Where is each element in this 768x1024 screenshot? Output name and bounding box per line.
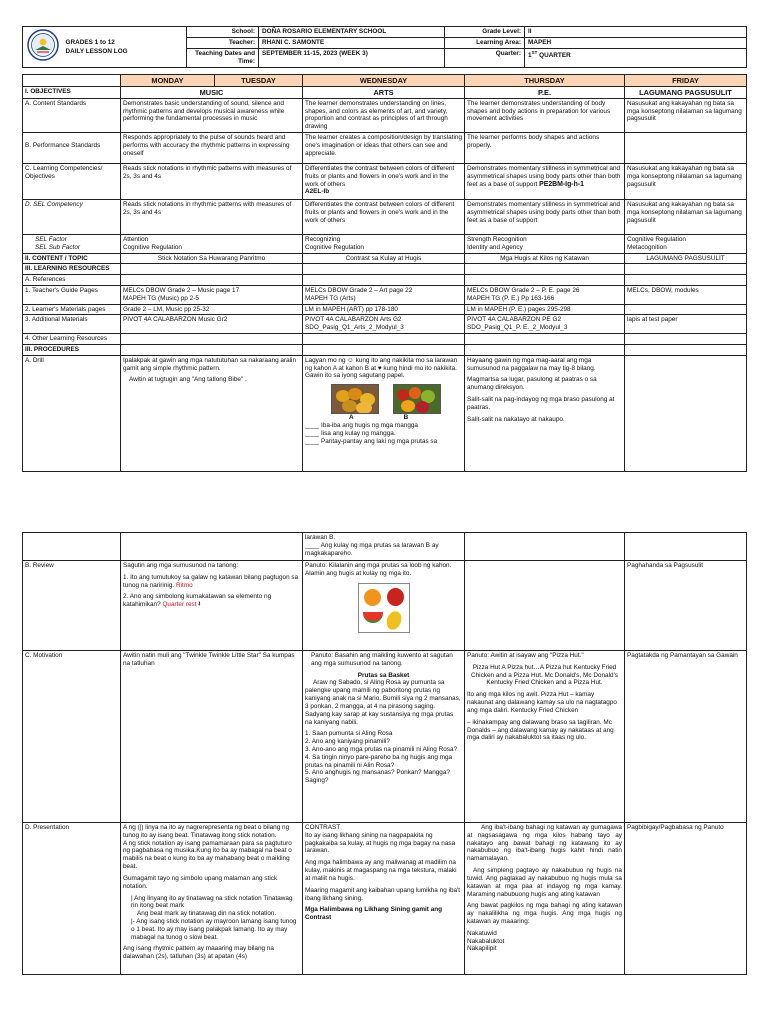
motivation-pe-4: – ikinakampay ang dalawang braso sa tagiliran. Mc Donalds – ang dalawang kamay ay nakataas at ang mga daliri ay nakabaluktot sa itaas ng ulo. bbox=[467, 718, 614, 742]
lm-arts: LM in MAPEH (ART) pp 178-180 bbox=[303, 304, 465, 315]
drill-music-2: Awitin at tugtugin ang "Ang tatlong Bibe" . bbox=[129, 376, 247, 384]
sel-row bbox=[23, 199, 747, 234]
title-line-1: GRADES 1 to 12 bbox=[65, 38, 115, 46]
competencies-pe bbox=[465, 163, 625, 199]
references-label: A. References bbox=[23, 275, 121, 286]
motivation-row bbox=[23, 651, 747, 823]
presentation-friday: Pagbibigay/Pagbabasa ng Panuto bbox=[625, 823, 747, 975]
day-thursday: THURSDAY bbox=[465, 74, 625, 86]
review-music-2-text: 1. Ito ang tumutukoy sa galaw ng katawan bilang pagtugon sa tunog na naririnig. bbox=[123, 573, 299, 589]
drill-pe-1: Hayaang gawin ng mga mag-aaral ang mga sumusunod na paggalaw na may tig-8 bilang. bbox=[467, 356, 596, 372]
presentation-pe-5: Nakabaluktot bbox=[467, 937, 505, 945]
lesson-table-page1 bbox=[22, 74, 747, 472]
drill-music bbox=[121, 355, 303, 471]
pe-sub-factor: Identity and Agency bbox=[467, 243, 523, 251]
other-label: 4. Other Learning Resources bbox=[23, 334, 121, 345]
competencies-pe-text: Demonstrates momentary stillness in symmetrical and asymmetrical shapes using body parts other than both feet as a base of support bbox=[467, 164, 621, 188]
review-arts-text: Panuto: Kilalanin ang mga prutas sa loob ng kahon. Alamin ang hugis at kulay ng mga ito. bbox=[305, 562, 452, 577]
competencies-arts-text: Differentiates the contrast between colors of different fruits or plants and flowers in one's work and in the work of others bbox=[305, 164, 455, 188]
drill-arts-item-1: ____ Iba-iba ang hugis ng mga mangga bbox=[305, 421, 418, 429]
sel-label: D. SEL Competency bbox=[23, 199, 121, 234]
drill-arts-intro: Lagyan mo ng ☺ kung ito ang nakikita mo sa larawan ng kahon A at kahon B at ♥ kung hindi mo ito nakikita. Gawin ito sa iyong sagutang papel. bbox=[305, 356, 458, 380]
motivation-music: Awitin natin muli ang "Twinkle Twinkle Little Star" Sa kumpas na tatluhan bbox=[121, 651, 303, 823]
review-row bbox=[23, 561, 747, 651]
presentation-music-6: |- Ang isang stick notation ay mayroon lamang isang tunog o 1 beat. Ito ay may isang palakpak lamang. Ito ay may mabagal na tunog o slow beat. bbox=[131, 917, 297, 941]
competencies-pe-code: PE2BM-Ig-h-1 bbox=[539, 180, 584, 188]
story-question-4: 4. Sa tingin ninyo pare-pareho ba ng hugis ang mga prutas na pinamili ni Alin Rosa? bbox=[305, 753, 453, 769]
additional-label: 3. Additional Materials bbox=[23, 315, 121, 334]
presentation-music-7: Ang isang rhytmic pattern ay maaaring may bilang na dalawahan (2s), tatluhan (3s) at apatan (4s) bbox=[123, 945, 274, 961]
quarter-label: Quarter: bbox=[445, 49, 525, 68]
perf-std-music: Responds appropriately to the pulse of sounds heard and performs with accuracy the rhythmic patterns in expressing oneself bbox=[121, 132, 303, 163]
drill-arts-cont-1: larawan B. bbox=[305, 534, 336, 541]
sel-factor-pe bbox=[465, 234, 625, 253]
presentation-music-1 bbox=[123, 824, 300, 840]
presentation-arts-heading: CONTRAST bbox=[305, 824, 341, 831]
presentation-arts bbox=[303, 823, 465, 975]
review-music-1: Sagutin ang mga sumusunod na tanong: bbox=[123, 562, 239, 569]
sel-factor-row bbox=[23, 234, 747, 253]
sel-arts: Differentiates the contrast between colors of different fruits or plants and flowers in one's work and in the work of others bbox=[303, 199, 465, 234]
story-text: Araw ng Sabado, si Aling Rosa ay pumunta sa palengke upang mamili ng paboritong prutas ng kaniyang anak na si Mario. Bumili siya ng 2 mansanas, 3 ponkan, 2 mangga, at 4 na pirasong saging. Sadyang kay sarap at kay sustansiya ng mga prutas na kaniyang nabili. bbox=[305, 679, 461, 726]
lesson-table-page2 bbox=[22, 532, 747, 975]
day-monday: MONDAY bbox=[121, 74, 215, 86]
story-question-2: 2. Ano ang kaniyang pinamili? bbox=[305, 738, 390, 746]
header-table bbox=[22, 26, 747, 68]
presentation-pe bbox=[465, 823, 625, 975]
content-topic-row bbox=[23, 253, 747, 264]
additional-pe: PIVOT 4A CALABARZON PE G2 SDO_Pasig_Q1_P. E._2_Modyul_3 bbox=[465, 315, 625, 334]
presentation-arts-5: Mga Halimbawa ng Likhang Sining gamit ang Contrast bbox=[305, 906, 443, 922]
review-music bbox=[121, 561, 303, 651]
content-std-music: Demonstrates basic understanding of sound, silence and rhythmic patterns and develops musical awareness while performing the fundamental processes in music bbox=[121, 98, 303, 132]
content-std-arts: The learner demonstrates understanding on lines, shapes, and colors as elements of art, and variety, proportion and contrast as principles of art through drawing bbox=[303, 98, 465, 132]
quarter-sup: ST bbox=[531, 50, 538, 55]
friday-sub-factor: Metacognition bbox=[627, 243, 667, 251]
presentation-music-5: Ang beat mark ay tinatawag din na stick notation. bbox=[137, 910, 277, 918]
drill-arts-item-2: ____ Iisa ang kulay ng mangga. bbox=[305, 429, 396, 437]
story-question-1: 1. Saan pumunta si Aling Rosa bbox=[305, 730, 393, 738]
review-music-3-answer: Quarter rest bbox=[162, 601, 197, 609]
content-topic-label: II. CONTENT / TOPIC bbox=[23, 253, 121, 264]
drill-pe bbox=[465, 355, 625, 471]
teacher-value: RHANI C. SAMONTE bbox=[259, 38, 445, 49]
perf-std-pe: The learner performs body shapes and actions properly. bbox=[465, 132, 625, 163]
apple-icon bbox=[387, 588, 404, 606]
drill-pe-3: Salit-salit na pag-indayog ng mga braso pasulong at paatras. bbox=[467, 395, 615, 411]
tg-music: MELCs DBOW Grade 2 – Music page 17 MAPEH TG (Music) pp 2-5 bbox=[121, 286, 303, 305]
motivation-arts-intro: Panuto: Basahin ang maikling kuwento at sagutan ang mga sumusunod na tanong. bbox=[311, 652, 453, 667]
lm-row bbox=[23, 304, 747, 315]
fruit-image-b bbox=[393, 384, 441, 414]
review-friday: Paghahanda sa Pagsusulit bbox=[625, 561, 747, 651]
drill-arts-image-labels bbox=[349, 414, 462, 422]
sel-factor-label bbox=[23, 234, 121, 253]
drill-pe-2: Magmartsa sa lugar, pasulong at paatras o sa anumang direksyon. bbox=[467, 376, 597, 392]
quarter-number: 1 bbox=[528, 52, 532, 60]
other-row bbox=[23, 334, 747, 345]
presentation-music-1b: (|) linya na ito ay nagrerepresenta ng beat o bilang ng tunog ito ay isang beat. Tinatawag itong stick notation. bbox=[123, 824, 290, 839]
motivation-label: C. Motivation bbox=[23, 651, 121, 823]
sel-factor-music bbox=[121, 234, 303, 253]
procedures-row bbox=[23, 344, 747, 355]
day-friday: FRIDAY bbox=[625, 74, 747, 86]
fruit-set-image bbox=[358, 583, 410, 633]
teacher-label: Teacher: bbox=[187, 38, 259, 49]
friday-factor: Cognitive Regulation bbox=[627, 235, 686, 243]
tg-arts: MELCs DBOW Grade 2 – Art page 22 MAPEH TG (Arts) bbox=[303, 286, 465, 305]
competencies-arts-code: A2EL-Ib bbox=[305, 188, 330, 196]
sel-factor-label-text: SEL Factor bbox=[35, 235, 67, 243]
lm-music: Grade 2 – LM, Music pp 25-32 bbox=[121, 304, 303, 315]
presentation-pe-4: Nakatuwid bbox=[467, 929, 497, 937]
topic-friday: LAGUMANG PAGSUSULIT bbox=[625, 253, 747, 264]
drill-row bbox=[23, 355, 747, 471]
drill-friday bbox=[625, 355, 747, 471]
quarter-value bbox=[525, 49, 747, 68]
drill-pe-4: Salit-salit na nakatayo at nakaupo. bbox=[467, 415, 565, 423]
school-value: DOÑA ROSARIO ELEMENTARY SCHOOL bbox=[259, 27, 445, 38]
story-question-3: 3. Ano-ano ang mga prutas na pinamili ni Aling Rosa? bbox=[305, 745, 458, 753]
lm-label: 2. Learner's Materials pages bbox=[23, 304, 121, 315]
sel-friday: Nasusukat ang kakayahan ng bata sa mga konseptong nilalaman sa lagumang pagsusulit bbox=[625, 199, 747, 234]
page-one bbox=[22, 26, 746, 472]
presentation-pe-1: Ang iba't-ibang bahagi ng katawan ay gumagawa at nagsasagawa ng mga kilos habang tayo ay nakatayo ang bawat bahagi ng katawang ito ay nakabubuo ng iba't-ibang hugis kahit hindi natin namamalayan. bbox=[467, 824, 622, 863]
document-title bbox=[63, 27, 187, 68]
grade-value: II bbox=[525, 27, 747, 38]
area-value: MAPEH bbox=[525, 38, 747, 49]
story-title: Prutas sa Basket bbox=[357, 671, 410, 679]
dates-value: SEPTEMBER 11-15, 2023 (WEEK 3) bbox=[259, 49, 445, 68]
procedures-label: III. PROCEDURES bbox=[23, 344, 121, 355]
perf-std-label: B. Performance Standards bbox=[23, 132, 121, 163]
mango-icon bbox=[384, 609, 404, 632]
day-wednesday: WEDNESDAY bbox=[303, 74, 465, 86]
objectives-row bbox=[23, 86, 747, 98]
drill-music-1: Ipalakpak at gawin ang mga natututuhan sa nakaraang aralin gamit ang simple rhythmic pattern. bbox=[123, 356, 297, 372]
sel-sub-label-text: SEL Sub Factor bbox=[35, 243, 80, 251]
content-std-pe: The learner demonstrates understanding of body shapes and body actions in preparation for various movement activities bbox=[465, 98, 625, 132]
drill-arts-continued bbox=[303, 533, 465, 561]
presentation-music bbox=[121, 823, 303, 975]
motivation-pe-2: Pizza Hut A Pizza hut…A Pizza hut Kentucky Fried Chicken and a Pizza Hut. Mc Donald's, Mc Donald's Kentucky Fried Chicken and a Pizza Hut. bbox=[470, 663, 618, 687]
drill-arts-cont-2: ____ Ang kulay ng mga prutas sa larawan B ay magkakapareho. bbox=[305, 541, 439, 557]
objectives-label: I. OBJECTIVES bbox=[23, 86, 121, 98]
motivation-pe-3: Ito ang mga kilos ng awit. Pizza Hut – kamay nakaunat ang dalawang kamay sa ulo na nagtatagpo ang mga daliri. Kentucky Fried Chicken bbox=[467, 691, 617, 714]
presentation-music-3: Gumagamit tayo ng simbolo upang malaman ang stick notation. bbox=[123, 874, 278, 890]
presentation-arts-2: Ito ay isang likhang sining na nagpapakita ng pagkakaiba sa kulay, at hugis ng mga bagay na nasa larawan. bbox=[305, 831, 456, 855]
music-factor: Attention bbox=[123, 235, 149, 243]
school-label: School: bbox=[187, 27, 259, 38]
motivation-pe-1: Panuto: Awitin at isayaw ang "Pizza Hut." bbox=[467, 652, 584, 659]
review-music-2 bbox=[123, 574, 300, 590]
page-two bbox=[22, 532, 746, 975]
sel-music: Reads stick notations in rhythmic patterns with measures of 2s, 3s and 4s bbox=[121, 199, 303, 234]
content-standards-row bbox=[23, 98, 747, 132]
presentation-pe-6: Nakapilipit bbox=[467, 945, 497, 953]
content-std-label: A. Content Standards bbox=[23, 98, 121, 132]
sel-factor-arts bbox=[303, 234, 465, 253]
motivation-arts bbox=[303, 651, 465, 823]
story-question-5: 5. Ano anghugis ng mansanas? Ponkan? Mangga? Saging? bbox=[305, 769, 450, 785]
competencies-label: C. Learning Competencies/ Objectives bbox=[23, 163, 121, 199]
fruit-image-a bbox=[331, 384, 379, 414]
topic-music: Stick Notation Sa Huwarang Panritmo bbox=[121, 253, 303, 264]
day-header-row bbox=[23, 74, 747, 86]
subject-friday: LAGUMANG PAGSUSULIT bbox=[625, 86, 747, 98]
drill-arts-item-3: ____ Pantay-pantay ang laki ng mga prutas sa bbox=[305, 437, 438, 445]
drill-label: A. Drill bbox=[23, 355, 121, 471]
subject-pe: P.E. bbox=[465, 86, 625, 98]
quarter-rest-icon: 𝄽 bbox=[198, 601, 201, 609]
deped-seal bbox=[23, 27, 63, 68]
performance-standards-row bbox=[23, 132, 747, 163]
review-music-3 bbox=[123, 593, 300, 609]
tg-row bbox=[23, 286, 747, 305]
area-label: Learning Area: bbox=[445, 38, 525, 49]
sel-factor-friday bbox=[625, 234, 747, 253]
motivation-pe bbox=[465, 651, 625, 823]
lm-pe: LM in MAPEH (P. E.) pages 295-298 bbox=[465, 304, 625, 315]
arts-factor: Recognizing bbox=[305, 235, 341, 243]
quarter-rest: QUARTER bbox=[537, 52, 571, 60]
presentation-arts-3: Ang mga halimbawa ay ang maliwanag at madilim na kulay, makinis at magaspang na mga tekstura, malaki at maliit na hugis. bbox=[305, 859, 457, 882]
topic-arts: Contrast sa Kulay at Hugis bbox=[303, 253, 465, 264]
presentation-arts-4: Maaring magamit ang kaibahan upang lumikha ng iba't ibang likhang sining. bbox=[305, 886, 461, 902]
additional-friday: lapis at test paper bbox=[625, 315, 747, 334]
presentation-pe-3: Ang bawat pagkilos ng mga bahagi ng ating katawan ay nakalilikha ng mga hugis. Ang mga hugis ng katawan ay maaaring: bbox=[467, 902, 622, 925]
review-music-3-text: 2. Ano ang simbolong kumakatawan sa elemento ng katahimikan? bbox=[123, 593, 272, 609]
watermelon-icon bbox=[363, 612, 383, 623]
presentation-music-4: | Ang linyang ito ay tinatawag na stick notation Tinatawag rin itong beat mark bbox=[131, 894, 293, 910]
presentation-pe-2: Ang simpleng pagtayo ay nakabubuo ng hugis na tuwid. Ang paglakad ay nakabubuo ng hugis mula sa katawan at mga paa at indayog ng mga kamay. Maraming nabubuong hugis ang ating katawan bbox=[467, 867, 622, 898]
resources-label: III. LEARNING RESOURCES bbox=[23, 264, 121, 275]
presentation-row bbox=[23, 823, 747, 975]
drill-continuation-row bbox=[23, 533, 747, 561]
arts-sub-factor: Cognitive Regulation bbox=[305, 243, 364, 251]
subject-arts: ARTS bbox=[303, 86, 465, 98]
perf-std-friday bbox=[625, 132, 747, 163]
content-std-friday: Nasusukat ang kakayahan ng bata sa mga konseptong nilalaman sa lagumang pagsusulit bbox=[625, 98, 747, 132]
additional-music: PIVOT 4A CALABARZON Music Gr2 bbox=[121, 315, 303, 334]
tg-label: 1. Teacher's Guide Pages bbox=[23, 286, 121, 305]
image-label-a: A bbox=[349, 414, 354, 422]
image-label-b: B bbox=[403, 414, 409, 422]
sel-pe: Demonstrates momentary stillness in symmetrical and asymmetrical shapes using body parts other than both feet as a base of support bbox=[465, 199, 625, 234]
music-sub-factor: Cognitive Regulation bbox=[123, 243, 182, 251]
tg-friday: MELCs, DBOW, modules bbox=[625, 286, 747, 305]
title-line-2: DAILY LESSON LOG bbox=[65, 47, 128, 55]
tg-pe: MELCs DBOW Grade 2 – P. E. page 26 MAPEH TG (P. E.) Pp 163-166 bbox=[465, 286, 625, 305]
competencies-row bbox=[23, 163, 747, 199]
review-music-2-answer: Ritmo bbox=[175, 581, 193, 589]
orange-icon bbox=[364, 589, 381, 606]
additional-row bbox=[23, 315, 747, 334]
grade-label: Grade Level: bbox=[445, 27, 525, 38]
references-row bbox=[23, 275, 747, 286]
dates-label: Teaching Dates and Time: bbox=[187, 49, 259, 68]
perf-std-arts: The learner creates a composition/design by translating one's imagination or ideas that others can see and appreciate. bbox=[303, 132, 465, 163]
additional-arts: PIVOT 4A CALABARZON Arts G2 SDO_Pasig_Q1_Arts_2_Modyul_3 bbox=[303, 315, 465, 334]
subject-music: MUSIC bbox=[121, 86, 303, 98]
presentation-music-2: A ng stick notation ay isang pamamaraan para sa pagtuturo ng pagbabasa ng musika.Kung ito ba ay mabagal na beat o mabilis na beat o kung ito ba ay mahabang beat o maikling beat. bbox=[123, 839, 292, 871]
review-label: B. Review bbox=[23, 561, 121, 651]
competencies-arts bbox=[303, 163, 465, 199]
drill-arts bbox=[303, 355, 465, 471]
motivation-friday: Pagtatakda ng Pamantayan sa Gawain bbox=[625, 651, 747, 823]
day-tuesday: TUESDAY bbox=[215, 74, 303, 86]
resources-row bbox=[23, 264, 747, 275]
topic-pe: Mga Hugis at Kilos ng Katawan bbox=[465, 253, 625, 264]
drill-arts-images bbox=[331, 384, 462, 414]
competencies-friday: Nasusukat ang kakayahan ng bata sa mga konseptong nilalaman sa lagumang pagsusulit bbox=[625, 163, 747, 199]
competencies-music: Reads stick notations in rhythmic patterns with measures of 2s, 3s and 4s bbox=[121, 163, 303, 199]
review-arts bbox=[303, 561, 465, 651]
presentation-label: D. Presentation bbox=[23, 823, 121, 975]
pe-factor: Strength Recognition bbox=[467, 235, 527, 243]
presentation-music-1a: A ng bbox=[123, 824, 136, 831]
